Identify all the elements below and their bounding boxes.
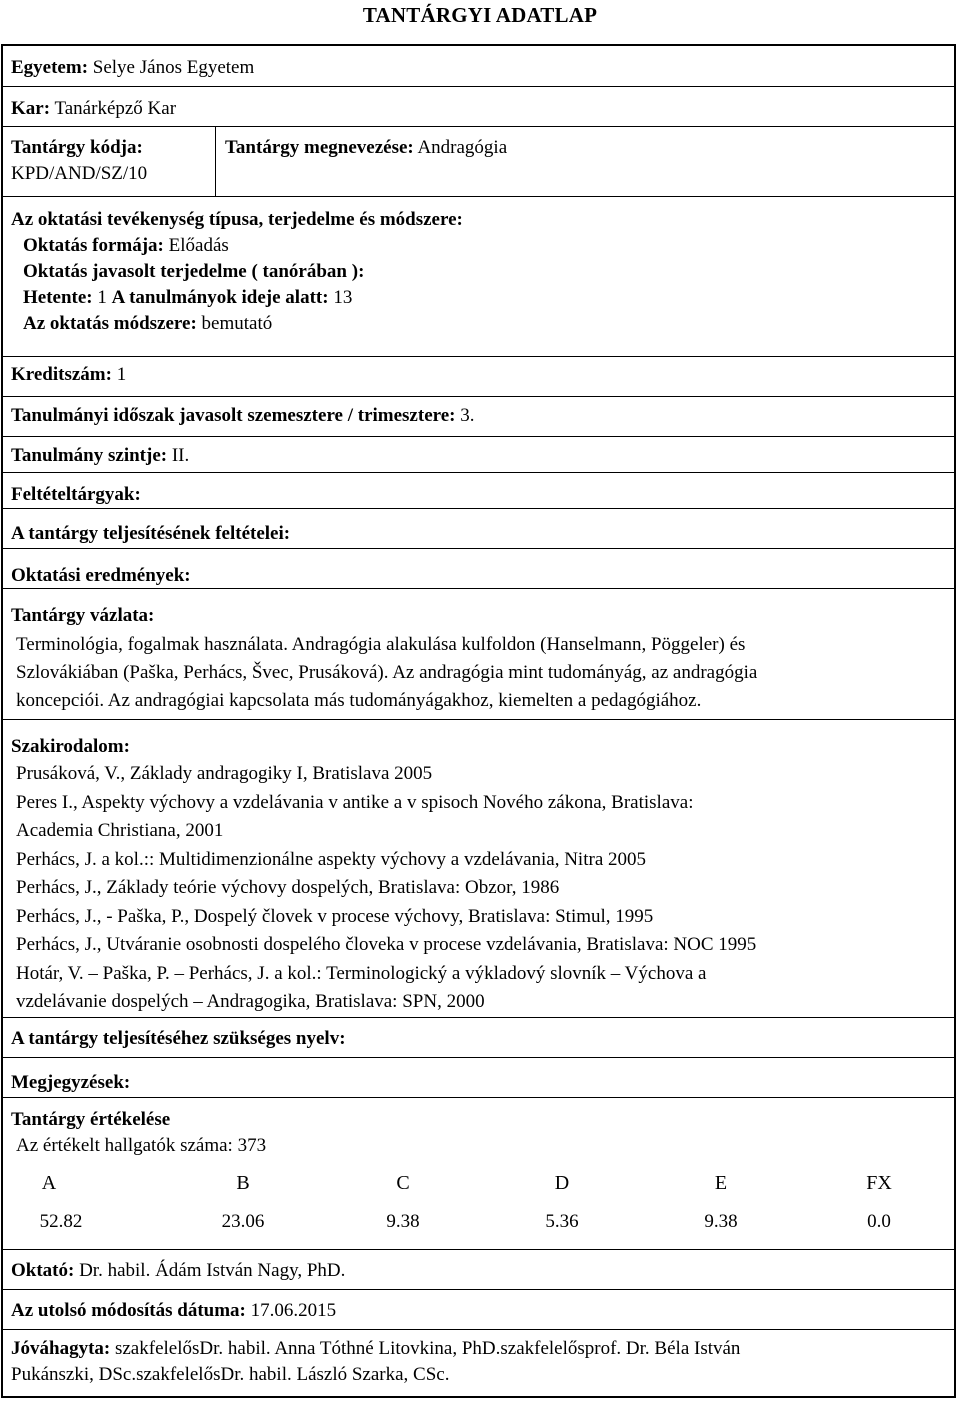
language-row bbox=[3, 1017, 954, 1057]
literature-item: Perhács, J. a kol.:: Multidimenzionálne aspekty výchovy a vzdelávania, Nitra 2005 bbox=[16, 848, 646, 870]
total-value: 13 bbox=[333, 287, 353, 308]
literature-label: Szakirodalom: bbox=[11, 736, 130, 757]
literature-item: Hotár, V. – Paška, P. – Perhács, J. a kol.: Terminologický a výkladový slovník – Výchova a bbox=[16, 962, 707, 984]
notes-row bbox=[3, 1057, 954, 1097]
evaluation-label: Tantárgy értékelése bbox=[11, 1109, 171, 1130]
literature-item: Academia Christiana, 2001 bbox=[16, 820, 224, 841]
literature-item: Peres I., Aspekty výchovy a vzdelávania v antike a v spisoch Nového zákona, Bratislava: bbox=[16, 791, 694, 813]
literature-item: Prusáková, V., Základy andragogiky I, Bratislava 2005 bbox=[16, 763, 433, 784]
credits-value: 1 bbox=[116, 364, 127, 385]
divider bbox=[215, 127, 216, 196]
outline-line: koncepciói. Az andragógiai kapcsolata más tudományágakhoz, kiemelten a pedagógiához. bbox=[16, 690, 702, 711]
literature-item: vzdelávanie dospelých – Andragogika, Bratislava: SPN, 2000 bbox=[16, 991, 485, 1012]
approved-row bbox=[3, 1329, 954, 1396]
university-row bbox=[3, 46, 954, 86]
literature-item: Perhács, J., Základy teórie výchovy dospelých, Bratislava: Obzor, 1986 bbox=[16, 877, 560, 898]
faculty-label: Kar: bbox=[11, 98, 51, 119]
last-modified-row bbox=[3, 1289, 954, 1329]
weekly-value: 1 bbox=[97, 287, 107, 308]
level-row bbox=[3, 436, 954, 472]
teacher-row bbox=[3, 1249, 954, 1289]
grade-header: B bbox=[236, 1172, 250, 1194]
faculty-row bbox=[3, 86, 954, 126]
evaluation-section bbox=[3, 1097, 954, 1249]
prerequisites-label: Feltételtárgyak: bbox=[11, 484, 141, 505]
outline-section bbox=[3, 588, 954, 719]
grade-header: FX bbox=[866, 1172, 892, 1194]
activity-heading: Az oktatási tevékenység típusa, terjedelme és módszere: bbox=[11, 209, 463, 230]
course-id-row bbox=[3, 126, 954, 196]
grade-value: 9.38 bbox=[386, 1211, 420, 1232]
semester-value: 3. bbox=[460, 405, 475, 426]
grade-value: 9.38 bbox=[704, 1211, 738, 1232]
approved-line-2: Pukánszki, DSc.szakfelelősDr. habil. László Szarka, CSc. bbox=[11, 1364, 450, 1385]
method-label: Az oktatás módszere: bbox=[23, 313, 197, 334]
teacher-value: Dr. habil. Ádám István Nagy, PhD. bbox=[79, 1260, 346, 1281]
faculty-value: Tanárképző Kar bbox=[54, 98, 177, 119]
university-value: Selye János Egyetem bbox=[92, 57, 255, 78]
grade-value: 23.06 bbox=[221, 1211, 265, 1232]
grade-header: D bbox=[554, 1172, 570, 1194]
language-label: A tantárgy teljesítéséhez szükséges nyelv: bbox=[11, 1028, 346, 1049]
credits-row bbox=[3, 356, 954, 396]
weekly-label: Hetente: bbox=[23, 287, 93, 308]
completion-row bbox=[3, 508, 954, 548]
form-label: Oktatás formája: bbox=[23, 235, 164, 256]
evaluated-count: Az értékelt hallgatók száma: 373 bbox=[16, 1135, 267, 1156]
course-code-label: Tantárgy kódja: bbox=[11, 137, 143, 158]
course-name-label: Tantárgy megnevezése: bbox=[225, 137, 414, 158]
completion-label: A tantárgy teljesítésének feltételei: bbox=[11, 523, 291, 544]
grade-header: C bbox=[396, 1172, 410, 1194]
course-name-value: Andragógia bbox=[417, 137, 508, 158]
form-value: Előadás bbox=[168, 235, 229, 256]
university-label: Egyetem: bbox=[11, 57, 89, 78]
document-title: TANTÁRGYI ADATLAP bbox=[362, 3, 598, 27]
grade-table bbox=[11, 1170, 951, 1242]
last-modified-label: Az utolsó módosítás dátuma: bbox=[11, 1300, 246, 1321]
last-modified-value: 17.06.2015 bbox=[250, 1300, 337, 1321]
grade-value: 52.82 bbox=[39, 1211, 83, 1232]
level-label: Tanulmány szintje: bbox=[11, 445, 168, 466]
grade-value: 5.36 bbox=[545, 1211, 579, 1232]
outline-line: Szlovákiában (Paška, Perhács, Švec, Prusáková). Az andragógia mint tudományág, az andragógia bbox=[16, 662, 758, 683]
method-value: bemutató bbox=[201, 313, 273, 334]
outline-label: Tantárgy vázlata: bbox=[11, 605, 155, 626]
approved-label: Jóváhagyta: bbox=[11, 1338, 111, 1359]
credits-label: Kreditszám: bbox=[11, 364, 112, 385]
activity-section bbox=[3, 196, 954, 356]
total-label: A tanulmányok ideje alatt: bbox=[111, 287, 329, 308]
teacher-label: Oktató: bbox=[11, 1260, 75, 1281]
course-code-value: KPD/AND/SZ/10 bbox=[11, 163, 148, 184]
grade-header: E bbox=[714, 1172, 728, 1194]
approved-line-1: szakfelelősDr. habil. Anna Tóthné Litovkina, PhD.szakfelelősprof. Dr. Béla István bbox=[114, 1338, 741, 1359]
literature-section bbox=[3, 719, 954, 1017]
semester-row bbox=[3, 396, 954, 436]
course-sheet bbox=[1, 44, 956, 1398]
level-value: II. bbox=[171, 445, 190, 466]
outcomes-label: Oktatási eredmények: bbox=[11, 565, 191, 586]
literature-item: Perhács, J., - Paška, P., Dospelý človek v procese výchovy, Bratislava: Stimul, 1995 bbox=[16, 905, 654, 927]
grade-value: 0.0 bbox=[867, 1211, 891, 1232]
outline-line: Terminológia, fogalmak használata. Andragógia alakulása kulfoldon (Hanselmann, Pöggeler) és bbox=[16, 634, 746, 655]
scope-label: Oktatás javasolt terjedelme ( tanórában ): bbox=[23, 261, 365, 282]
prerequisites-row bbox=[3, 472, 954, 508]
notes-label: Megjegyzések: bbox=[11, 1072, 131, 1093]
literature-item: Perhács, J., Utváranie osobnosti dospelého človeka v procese vzdelávania, Bratislava: NOC 1995 bbox=[16, 934, 757, 955]
grade-header: A bbox=[41, 1172, 57, 1194]
semester-label: Tanulmányi időszak javasolt szemesztere / trimesztere: bbox=[11, 405, 456, 426]
outcomes-row bbox=[3, 548, 954, 588]
